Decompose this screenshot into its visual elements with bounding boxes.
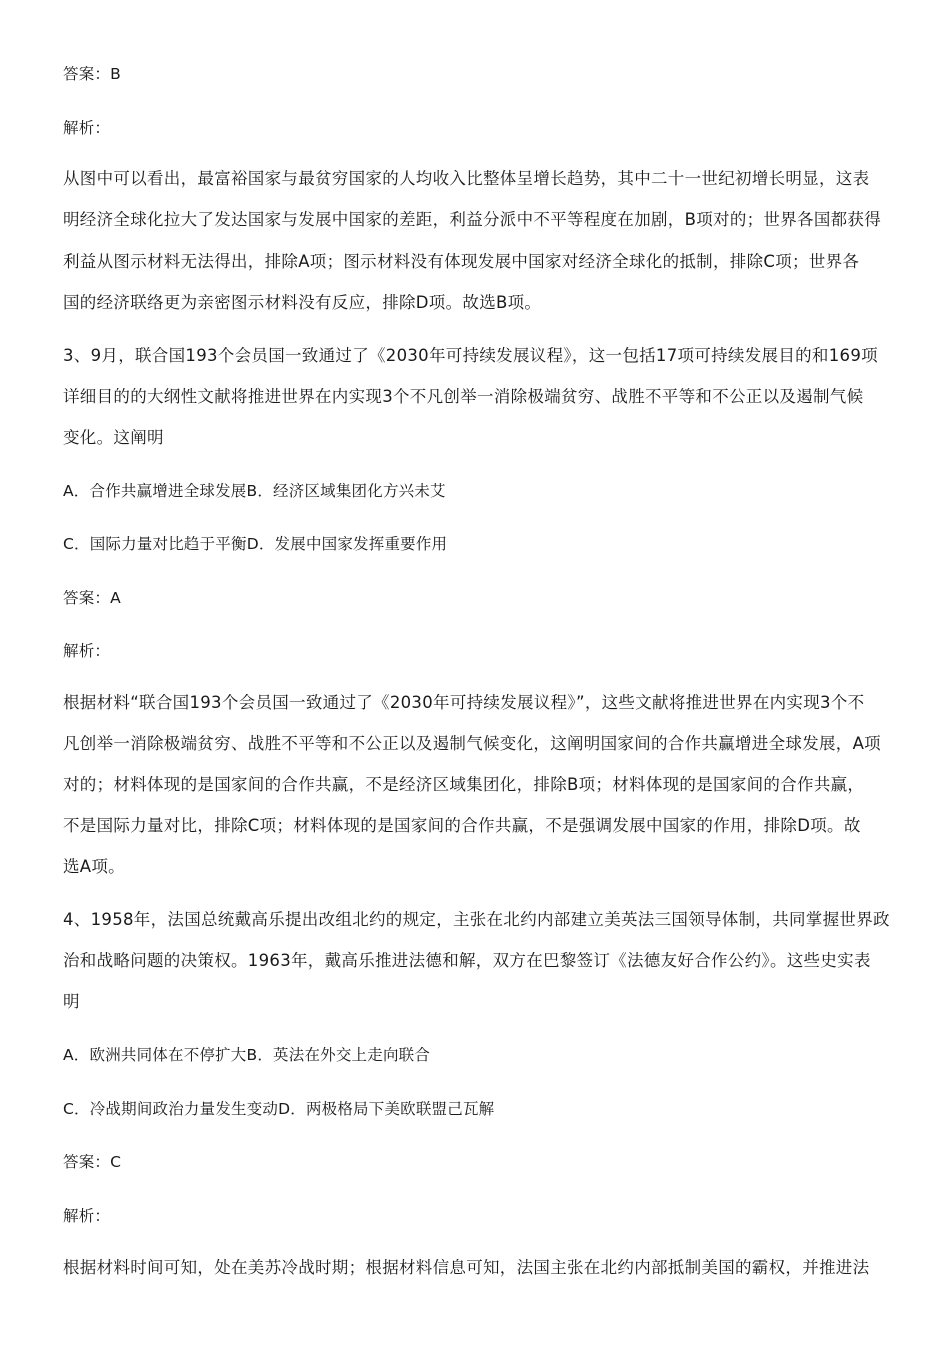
- q3-options-cd: C．国际力量对比趋于平衡D．发展中国家发挥重要作用: [63, 535, 448, 553]
- q4-analysis-line-1: 根据材料时间可知，处在美苏冷战时期；根据材料信息可知，法国主张在北约内部抵制美国的霸权，并推进法: [63, 1258, 870, 1277]
- q3-question-line-1: 3、9月，联合国193个会员国一致通过了《2030年可持续发展议程》，这一包括17项可持续发展目的和169项: [63, 346, 878, 365]
- q3-options-ab: A．合作共赢增进全球发展B．经济区域集团化方兴未艾: [63, 482, 446, 500]
- q2-analysis-line-4: 国的经济联络更为亲密图示材料没有反应，排除D项。故选B项。: [63, 293, 542, 312]
- q3-analysis-label: 解析：: [63, 642, 111, 660]
- q3-analysis-line-4: 不是国际力量对比，排除C项；材料体现的是国家间的合作共赢，不是强调发展中国家的作用，排除D项。故: [63, 816, 861, 835]
- q2-analysis-line-3: 利益从图示材料无法得出，排除A项；图示材料没有体现发展中国家对经济全球化的抵制，排除C项；世界各: [63, 252, 860, 271]
- q3-analysis-line-2: 凡创举一消除极端贫穷、战胜不平等和不公正以及遏制气候变化，这阐明国家间的合作共赢增进全球发展，A项: [63, 734, 881, 753]
- q4-answer: 答案：C: [63, 1153, 122, 1171]
- q2-analysis-label: 解析：: [63, 119, 111, 137]
- q4-options-ab: A．欧洲共同体在不停扩大B．英法在外交上走向联合: [63, 1046, 431, 1064]
- q4-options-cd: C．冷战期间政治力量发生变动D．两极格局下美欧联盟己瓦解: [63, 1100, 495, 1118]
- q3-analysis-line-3: 对的；材料体现的是国家间的合作共赢，不是经济区域集团化，排除B项；材料体现的是国家间的合作共赢，: [63, 775, 865, 794]
- q2-analysis-line-2: 明经济全球化拉大了发达国家与发展中国家的差距，利益分派中不平等程度在加剧，B项对的；世界各国都获得: [63, 210, 882, 229]
- q3-question-line-2: 详细目的的大纲性文献将推进世界在内实现3个不凡创举一消除极端贫穷、战胜不平等和不公正以及遏制气候: [63, 387, 864, 406]
- q3-analysis-line-5: 选A项。: [63, 857, 125, 876]
- q4-question-line-2: 治和战略问题的决策权。1963年，戴高乐推进法德和解，双方在巴黎签订《法德友好合作公约》。这些史实表: [63, 951, 871, 970]
- q4-question-line-3: 明: [63, 992, 80, 1011]
- q2-analysis-line-1: 从图中可以看出，最富裕国家与最贫穷国家的人均收入比整体呈增长趋势，其中二十一世纪初增长明显，这表: [63, 169, 870, 188]
- q3-analysis-line-1: 根据材料“联合国193个会员国一致通过了《2030年可持续发展议程》”，这些文献将推进世界在内实现3个不: [63, 693, 865, 712]
- q4-analysis-label: 解析：: [63, 1207, 111, 1225]
- q4-question-line-1: 4、1958年，法国总统戴高乐提出改组北约的规定，主张在北约内部建立美英法三国领导体制，共同掌握世界政: [63, 910, 890, 929]
- q3-question-line-3: 变化。这阐明: [63, 428, 164, 447]
- q2-answer: 答案：B: [63, 65, 121, 83]
- q3-answer: 答案：A: [63, 589, 121, 607]
